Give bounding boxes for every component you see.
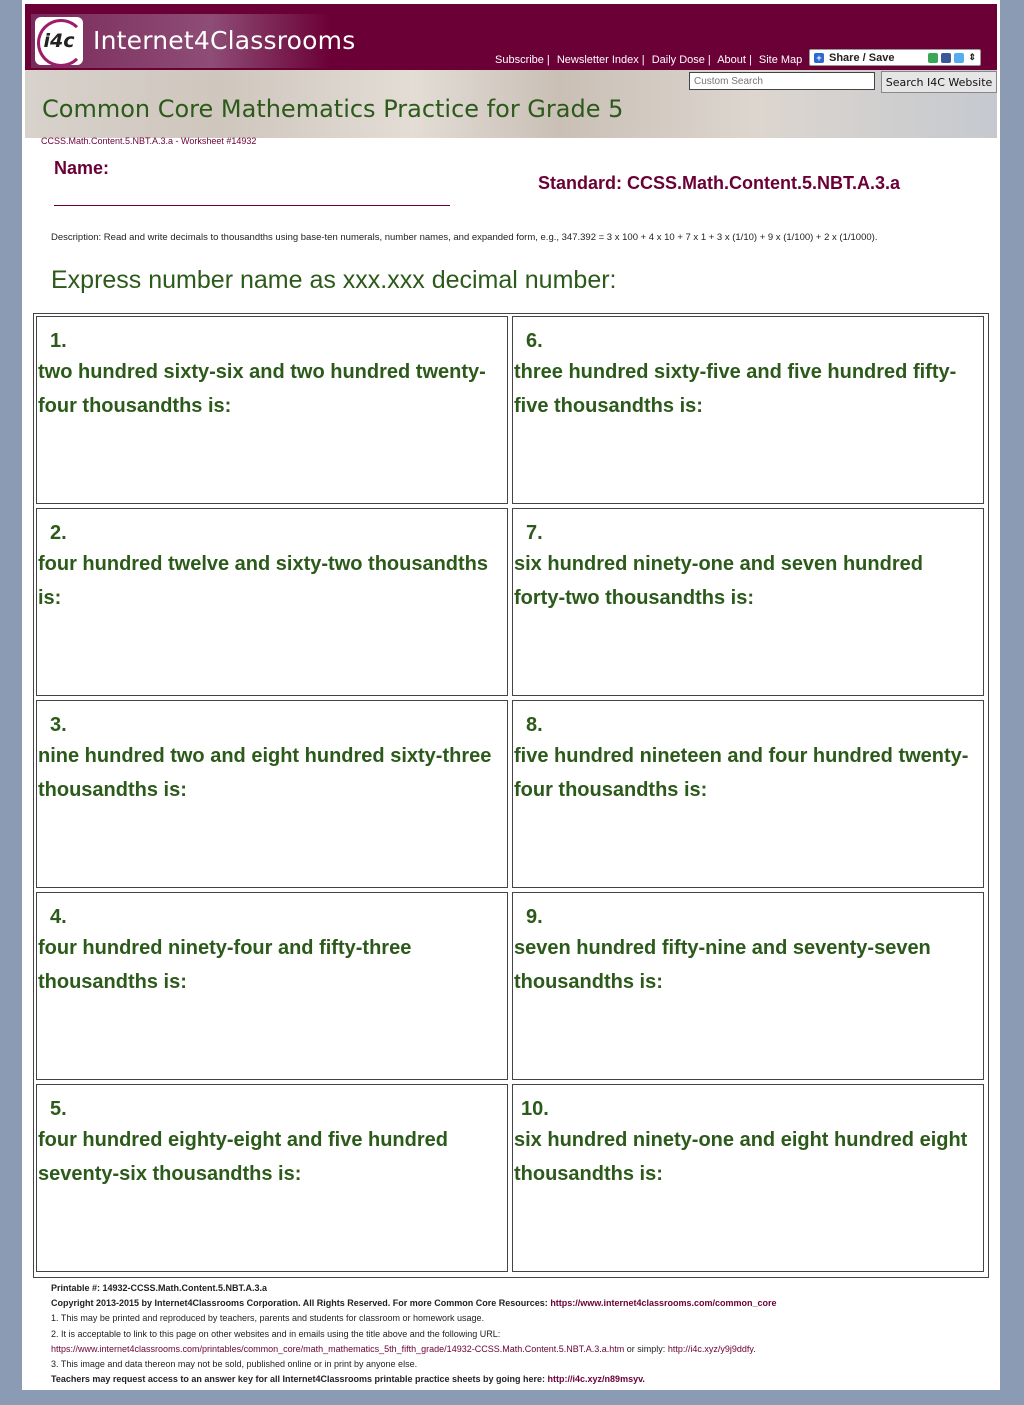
question-number: 5. [50, 1098, 67, 1120]
instructions-heading: Express number name as xxx.xxx decimal number: [51, 266, 617, 294]
i4c-logo-icon: i4c [35, 17, 83, 65]
question-cell [36, 508, 508, 696]
question-number: 3. [50, 714, 67, 736]
note-2: 2. It is acceptable to link to this page on other websites and in emails using the title above and the following URL: [51, 1328, 501, 1339]
question-text: six hundred ninety-one and eight hundred eight thousandths is: [514, 1129, 968, 1185]
name-label: Name: [54, 158, 110, 178]
question-text: four hundred eighty-eight and five hundred seventy-six thousandths is: [38, 1129, 448, 1185]
question-number: 7. [526, 522, 543, 544]
question-cell [512, 508, 984, 696]
facebook-icon [941, 53, 951, 63]
question-cell [36, 892, 508, 1080]
nav-newsletter-index[interactable]: Newsletter Index [556, 54, 639, 66]
standard-label: Standard: CCSS.Math.Content.5.NBT.A.3.a [538, 173, 901, 193]
common-core-link[interactable]: https://www.internet4classrooms.com/common_core [550, 1298, 777, 1309]
nav-subscribe[interactable]: Subscribe [495, 54, 544, 66]
question-cell [36, 700, 508, 888]
question-number: 4. [50, 906, 67, 928]
site-logo[interactable] [31, 14, 356, 68]
question-grid [33, 313, 989, 1278]
answer-key-note: Teachers may request access to an answer key for all Internet4Classrooms printable practice sheets by going here: http://i4c.xyz/n89msyv. [51, 1374, 645, 1385]
question-number: 1. [50, 330, 67, 352]
nav-about[interactable]: About [717, 54, 746, 66]
answer-key-link[interactable]: http://i4c.xyz/n89msyv [547, 1374, 643, 1385]
question-number: 9. [526, 906, 543, 928]
nav-daily-dose[interactable]: Daily Dose [651, 54, 705, 66]
top-nav: Subscribe | Newsletter Index | Daily Dose | About | Site Map [495, 54, 803, 66]
long-url-link[interactable]: https://www.internet4classrooms.com/printables/common_core/math_mathematics_5th_fifth_grade/14932-CCSS.Math.Content.5.NBT.A.3.a.htm [51, 1343, 625, 1354]
site-header [25, 4, 997, 70]
share-save-button[interactable]: + Share / Save ⇕ [809, 49, 981, 66]
breadcrumb: CCSS.Math.Content.5.NBT.A.3.a - Worksheet #14932 [41, 136, 257, 146]
question-text: six hundred ninety-one and seven hundred forty-two thousandths is: [514, 553, 923, 609]
page-url: https://www.internet4classrooms.com/printables/common_core/math_mathematics_5th_fifth_grade/14932-CCSS.Math.Content.5.NBT.A.3.a.htm or simply: http://i4c.xyz/y9j9ddfy. [51, 1343, 756, 1354]
question-number: 10. [521, 1098, 549, 1120]
copyright: Copyright 2013-2015 by Internet4Classrooms Corporation. All Rights Reserved. For more Common Core Resources: https://www.internet4classrooms.com/common_core [51, 1298, 777, 1309]
question-text: nine hundred two and eight hundred sixty-three thousandths is: [38, 745, 492, 801]
printable-number: Printable #: 14932-CCSS.Math.Content.5.NBT.A.3.a [51, 1283, 268, 1293]
logo-text: Internet4Classrooms [93, 26, 356, 55]
plus-icon: + [814, 53, 824, 63]
question-cell [36, 1084, 508, 1272]
description: Description: Read and write decimals to thousandths using base-ten numerals, number names, and expanded form, e.g., 347.392 = 3 x 100 + 4 x 10 + 7 x 1 + 3 x (1/10) + 9 x (1/100) + 2 x (1/1000). [51, 232, 878, 243]
question-cell [512, 316, 984, 504]
question-text: five hundred nineteen and four hundred twenty-four thousandths is: [514, 745, 969, 801]
question-number: 6. [526, 330, 543, 352]
question-number: 8. [526, 714, 543, 736]
question-cell [36, 316, 508, 504]
footer [51, 1281, 991, 1387]
note-1: 1. This may be printed and reproduced by teachers, parents and students for classroom or homework usage. [51, 1313, 485, 1324]
twitter-icon [954, 53, 964, 63]
nav-site-map[interactable]: Site Map [758, 54, 803, 66]
name-line [54, 205, 450, 206]
note-3: 3. This image and data thereon may not be sold, published online or in print by anyone else. [51, 1359, 418, 1370]
email-share-icon [928, 53, 938, 63]
question-text: four hundred ninety-four and fifty-three thousandths is: [38, 937, 412, 993]
page-title: Common Core Mathematics Practice for Grade 5 [42, 95, 624, 123]
question-text: two hundred sixty-six and two hundred twenty-four thousandths is: [38, 361, 486, 417]
question-cell [512, 892, 984, 1080]
search-input[interactable] [689, 72, 875, 90]
question-text: three hundred sixty-five and five hundred fifty-five thousandths is: [514, 361, 957, 417]
question-cell [512, 1084, 984, 1272]
question-cell [512, 700, 984, 888]
chevron-updown-icon: ⇕ [968, 52, 976, 62]
header-banner [25, 70, 997, 138]
question-text: four hundred twelve and sixty-two thousandths is: [38, 553, 489, 609]
search-button[interactable]: Search I4C Website [881, 71, 997, 93]
question-text: seven hundred fifty-nine and seventy-seven thousandths is: [514, 937, 931, 993]
question-number: 2. [50, 522, 67, 544]
short-url-link[interactable]: http://i4c.xyz/y9j9ddfy [667, 1343, 754, 1354]
worksheet-page [22, 0, 1000, 1390]
